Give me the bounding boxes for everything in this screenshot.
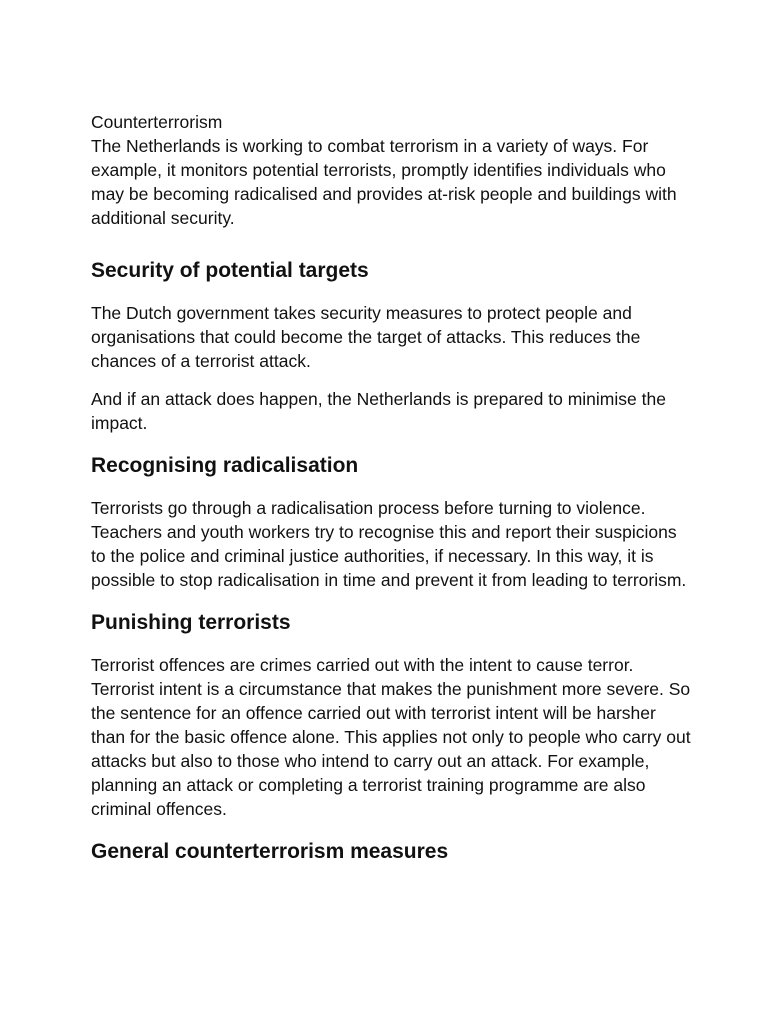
security-paragraph-2: And if an attack does happen, the Netherlands is prepared to minimise the impact. [91, 389, 666, 433]
security-paragraph-1: The Dutch government takes security measures to protect people and organisations that could become the target of attacks. This reduces the chances of a terrorist attack. [91, 303, 641, 371]
punishing-paragraph: Terrorist offences are crimes carried out with the intent to cause terror. Terrorist intent is a circumstance that makes the punishment more severe. So the sentence for an offence carried out with terrorist intent will be harsher than for the basic offence alone. This applies not only to people who carry out attacks but also to those who intend to carry out an attack. For example, planning an attack or completing a terrorist training programme are also criminal offences. [91, 655, 691, 819]
radicalisation-paragraph: Terrorists go through a radicalisation process before turning to violence. Teachers and youth workers try to recognise this and report their suspicions to the police and criminal justice authorities, if necessary. In this way, it is possible to stop radicalisation in time and prevent it from leading to terrorism. [91, 498, 687, 590]
section-heading-security: Security of potential targets [91, 259, 369, 282]
section-heading-general-measures: General counterterrorism measures [91, 840, 449, 863]
intro-paragraph: The Netherlands is working to combat terrorism in a variety of ways. For example, it monitors potential terrorists, promptly identifies individuals who may be becoming radicalised and provides at-risk people and buildings with additional security. [91, 136, 677, 228]
section-heading-radicalisation: Recognising radicalisation [91, 454, 359, 477]
document-title: Counterterrorism [91, 112, 223, 132]
document-page [91, 110, 691, 882]
section-heading-punishing: Punishing terrorists [91, 611, 291, 634]
